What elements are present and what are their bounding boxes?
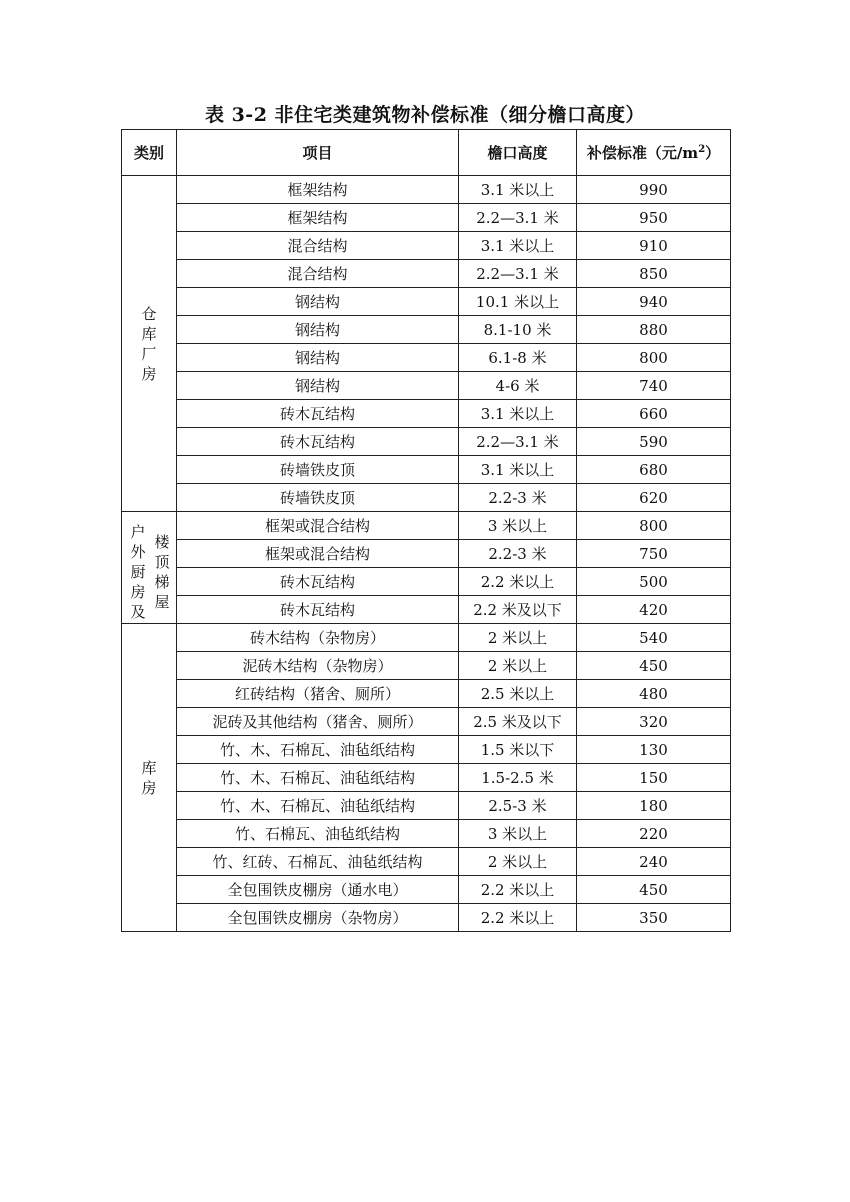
item-cell: 砖木瓦结构: [177, 596, 459, 624]
compensation-table: [121, 129, 731, 932]
table-row: [122, 596, 731, 624]
value-cell: 500: [577, 568, 731, 596]
table-row: [122, 820, 731, 848]
table-row: [122, 204, 731, 232]
value-cell: 320: [577, 708, 731, 736]
table-row: [122, 260, 731, 288]
item-cell: 钢结构: [177, 344, 459, 372]
table-row: [122, 624, 731, 652]
value-cell: 680: [577, 456, 731, 484]
table-row: [122, 288, 731, 316]
item-cell: 钢结构: [177, 372, 459, 400]
table-title: 表 3-2 非住宅类建筑物补偿标准（细分檐口高度）: [204, 104, 646, 126]
value-cell: 350: [577, 904, 731, 932]
category-label-col2: 楼顶梯屋: [154, 533, 170, 611]
header-row: [122, 130, 731, 176]
item-cell: 竹、木、石棉瓦、油毡纸结构: [177, 792, 459, 820]
item-cell: 钢结构: [177, 316, 459, 344]
header-item: 项目: [177, 130, 459, 176]
height-cell: 3 米以上: [459, 820, 577, 848]
value-cell: 800: [577, 512, 731, 540]
table-row: [122, 344, 731, 372]
value-cell: 590: [577, 428, 731, 456]
table-row: [122, 736, 731, 764]
table-row: [122, 568, 731, 596]
item-cell: 泥砖木结构（杂物房）: [177, 652, 459, 680]
item-cell: 泥砖及其他结构（猪舍、厕所）: [177, 708, 459, 736]
header-standard: [577, 130, 731, 176]
value-cell: 990: [577, 176, 731, 204]
item-cell: 框架结构: [177, 176, 459, 204]
item-cell: 砖木瓦结构: [177, 568, 459, 596]
height-cell: 2 米以上: [459, 652, 577, 680]
value-cell: 450: [577, 876, 731, 904]
value-cell: 940: [577, 288, 731, 316]
table-row: [122, 428, 731, 456]
header-standard-text: 补偿标准（元/m: [586, 143, 699, 162]
table-row: [122, 372, 731, 400]
item-cell: 钢结构: [177, 288, 459, 316]
value-cell: 240: [577, 848, 731, 876]
height-cell: 2.2 米以上: [459, 568, 577, 596]
header-standard-sup: 2: [698, 143, 706, 155]
item-cell: 全包围铁皮棚房（通水电）: [177, 876, 459, 904]
table-row: [122, 848, 731, 876]
value-cell: 450: [577, 652, 731, 680]
header-category: 类别: [122, 130, 177, 176]
table-row: [122, 316, 731, 344]
height-cell: 2.5-3 米: [459, 792, 577, 820]
header-height: 檐口高度: [459, 130, 577, 176]
value-cell: 800: [577, 344, 731, 372]
value-cell: 480: [577, 680, 731, 708]
height-cell: 2 米以上: [459, 624, 577, 652]
value-cell: 150: [577, 764, 731, 792]
height-cell: 3.1 米以上: [459, 400, 577, 428]
value-cell: 660: [577, 400, 731, 428]
table-row: [122, 708, 731, 736]
height-cell: 2.2—3.1 米: [459, 260, 577, 288]
item-cell: 砖木结构（杂物房）: [177, 624, 459, 652]
value-cell: 750: [577, 540, 731, 568]
height-cell: 3.1 米以上: [459, 176, 577, 204]
value-cell: 950: [577, 204, 731, 232]
value-cell: 220: [577, 820, 731, 848]
item-cell: 全包围铁皮棚房（杂物房）: [177, 904, 459, 932]
item-cell: 竹、红砖、石棉瓦、油毡纸结构: [177, 848, 459, 876]
table-row: [122, 176, 731, 204]
header-standard-close: ）: [705, 143, 721, 162]
height-cell: 6.1-8 米: [459, 344, 577, 372]
height-cell: 2.2 米以上: [459, 876, 577, 904]
item-cell: 砖木瓦结构: [177, 428, 459, 456]
value-cell: 880: [577, 316, 731, 344]
height-cell: 8.1-10 米: [459, 316, 577, 344]
item-cell: 竹、石棉瓦、油毡纸结构: [177, 820, 459, 848]
item-cell: 砖木瓦结构: [177, 400, 459, 428]
value-cell: 740: [577, 372, 731, 400]
value-cell: 130: [577, 736, 731, 764]
table-row: [122, 792, 731, 820]
table-row: [122, 904, 731, 932]
value-cell: 180: [577, 792, 731, 820]
item-cell: 框架或混合结构: [177, 540, 459, 568]
height-cell: 2 米以上: [459, 848, 577, 876]
value-cell: 910: [577, 232, 731, 260]
item-cell: 混合结构: [177, 232, 459, 260]
height-cell: 3.1 米以上: [459, 232, 577, 260]
item-cell: 框架或混合结构: [177, 512, 459, 540]
height-cell: 3.1 米以上: [459, 456, 577, 484]
height-cell: 2.5 米及以下: [459, 708, 577, 736]
item-cell: 竹、木、石棉瓦、油毡纸结构: [177, 764, 459, 792]
table-row: [122, 540, 731, 568]
item-cell: 红砖结构（猪舍、厕所）: [177, 680, 459, 708]
table-row: [122, 652, 731, 680]
item-cell: 砖墙铁皮顶: [177, 456, 459, 484]
table-row: [122, 232, 731, 260]
table-row: [122, 400, 731, 428]
category-cell: [122, 512, 177, 624]
height-cell: 2.5 米以上: [459, 680, 577, 708]
height-cell: 2.2 米以上: [459, 904, 577, 932]
height-cell: 1.5-2.5 米: [459, 764, 577, 792]
table-row: [122, 680, 731, 708]
table-row: [122, 456, 731, 484]
height-cell: 2.2—3.1 米: [459, 204, 577, 232]
height-cell: 1.5 米以下: [459, 736, 577, 764]
table-row: [122, 764, 731, 792]
height-cell: 2.2-3 米: [459, 540, 577, 568]
table-row: [122, 484, 731, 512]
item-cell: 砖墙铁皮顶: [177, 484, 459, 512]
height-cell: 3 米以上: [459, 512, 577, 540]
table-row: [122, 876, 731, 904]
height-cell: 10.1 米以上: [459, 288, 577, 316]
value-cell: 540: [577, 624, 731, 652]
value-cell: 620: [577, 484, 731, 512]
category-label: 仓库厂房: [141, 304, 157, 383]
height-cell: 4-6 米: [459, 372, 577, 400]
value-cell: 850: [577, 260, 731, 288]
height-cell: 2.2-3 米: [459, 484, 577, 512]
item-cell: 竹、木、石棉瓦、油毡纸结构: [177, 736, 459, 764]
table-row: [122, 512, 731, 540]
item-cell: 框架结构: [177, 204, 459, 232]
item-cell: 混合结构: [177, 260, 459, 288]
value-cell: 420: [577, 596, 731, 624]
category-label-col1: 户外厨房及: [130, 523, 146, 621]
category-label: 库房: [141, 758, 157, 797]
height-cell: 2.2—3.1 米: [459, 428, 577, 456]
category-cell: [122, 624, 177, 932]
category-cell: [122, 176, 177, 512]
height-cell: 2.2 米及以下: [459, 596, 577, 624]
